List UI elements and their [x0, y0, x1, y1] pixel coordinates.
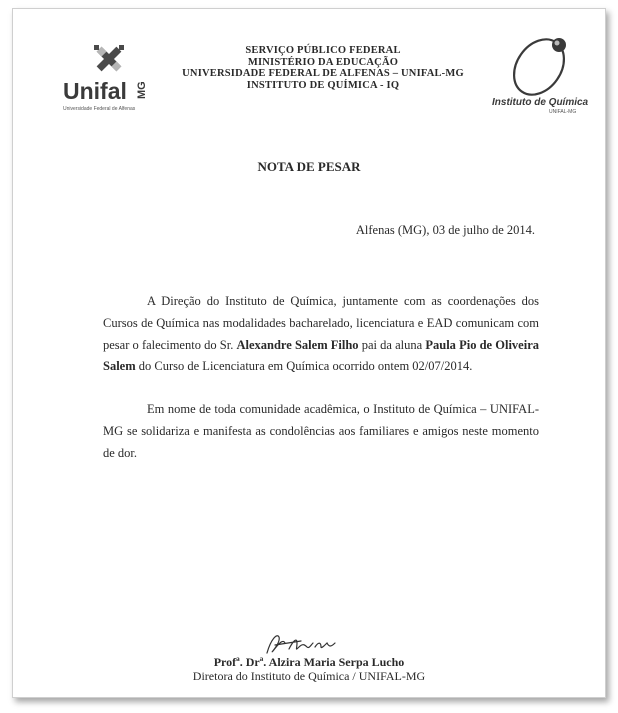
header-line-1: SERVIÇO PÚBLICO FEDERAL: [245, 45, 401, 56]
document-title: NOTA DE PESAR: [257, 159, 361, 174]
signatory-role: Diretora do Instituto de Química / UNIFAL-MG: [192, 669, 426, 683]
unifal-logo-text: Unifal: [63, 78, 127, 104]
student-name: Paula Pio de Oliveira Salem: [103, 337, 540, 374]
unifal-subtitle: Universidade Federal de Alfenas: [63, 106, 136, 112]
deceased-name: Alexandre Salem Filho: [236, 337, 359, 352]
header-line-4: INSTITUTO DE QUÍMICA - IQ: [246, 79, 400, 91]
paragraph-1: [103, 291, 539, 378]
paragraph-1-text-b: pai da aluna: [358, 337, 426, 352]
letterhead: [163, 45, 483, 91]
document-date: Alfenas (MG), 03 de julho de 2014.: [355, 223, 535, 237]
iq-logo: [487, 31, 597, 119]
document-page: [12, 8, 606, 698]
unifal-emblem-icon: [89, 39, 129, 79]
signatory-name: Profª. Drª. Alzira Maria Serpa Lucho: [213, 655, 405, 669]
unifal-logo: [61, 39, 161, 119]
paragraph-2: Em nome de toda comunidade acadêmica, o Instituto de Química – UNIFAL-MG se solidariza e manifesta as condolências aos familiares e amigos neste momento de dor.: [103, 402, 539, 460]
iq-emblem-icon: [504, 31, 574, 104]
header-line-3: UNIVERSIDADE FEDERAL DE ALFENAS – UNIFAL-MG: [182, 68, 464, 80]
unifal-mg-text: MG: [136, 81, 148, 99]
iq-logo-subtext: UNIFAL-MG: [549, 109, 577, 115]
iq-logo-text: Instituto de Química: [492, 97, 589, 108]
header-line-2: MINISTÉRIO DA EDUCAÇÃO: [247, 56, 399, 68]
paragraph-1-text-a: A Direção do Instituto de Química, juntamente com as coordenações dos Cursos de Química nas modalidades bacharelado, licenciatura e EAD comunicam com pesar o falecimento do Sr.: [103, 294, 539, 352]
paragraph-1-text-c: do Curso de Licenciatura em Química ocorrido ontem 02/07/2014.: [135, 359, 473, 374]
